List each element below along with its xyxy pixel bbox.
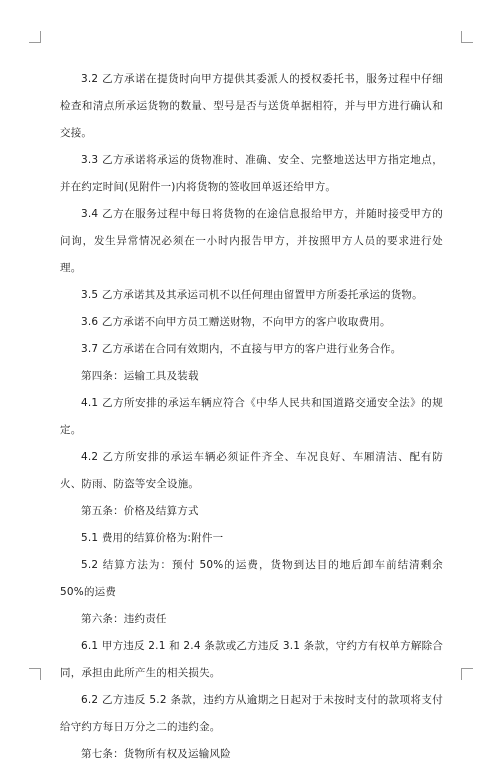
crop-mark-top-left bbox=[29, 31, 41, 43]
crop-mark-top-right bbox=[461, 31, 473, 43]
clause-6-1: 6.1 甲方违反 2.1 和 2.4 条款或乙方违反 3.1 条款，守约方有权单方解除合同，承担由此所产生的相关损失。 bbox=[60, 640, 443, 679]
clause-6-2: 6.2 乙方违反 5.2 条款，违约方从逾期之日起对于未按时支付的款项将支付给守约方每日万分之二的违约金。 bbox=[60, 694, 443, 733]
document-body bbox=[60, 66, 443, 768]
clause-3-3: 3.3 乙方承诺将承运的货物准时、准确、安全、完整地送达甲方指定地点，并在约定时间(见附件一)内将货物的签收回单返还给甲方。 bbox=[60, 154, 443, 193]
clause-3-6: 3.6 乙方承诺不向甲方员工赠送财物，不向甲方的客户收取费用。 bbox=[81, 316, 391, 328]
clause-4-2: 4.2 乙方所安排的承运车辆必须证件齐全、车况良好、车厢清洁、配有防火、防雨、防盗等安全设施。 bbox=[60, 451, 443, 490]
clause-3-4: 3.4 乙方在服务过程中每日将货物的在途信息报给甲方，并随时接受甲方的问询，发生异常情况必须在一小时内报告甲方，并按照甲方人员的要求进行处理。 bbox=[60, 208, 443, 274]
clause-3-7: 3.7 乙方承诺在合同有效期内，不直接与甲方的客户进行业务合作。 bbox=[81, 343, 402, 355]
section-7-heading: 第七条：货物所有权及运输风险 bbox=[81, 748, 231, 760]
clause-3-2: 3.2 乙方承诺在提货时向甲方提供其委派人的授权委托书，服务过程中仔细检查和清点所承运货物的数量、型号是否与送货单据相符，并与甲方进行确认和交接。 bbox=[60, 73, 443, 139]
crop-mark-bottom-left bbox=[29, 668, 41, 680]
clause-5-1: 5.1 费用的结算价格为:附件一 bbox=[81, 532, 224, 544]
section-4-heading: 第四条：运输工具及装载 bbox=[81, 370, 199, 382]
section-6-heading: 第六条：违约责任 bbox=[81, 613, 167, 625]
clause-3-5: 3.5 乙方承诺其及其承运司机不以任何理由留置甲方所委托承运的货物。 bbox=[81, 289, 423, 301]
crop-mark-bottom-right bbox=[461, 668, 473, 680]
clause-4-1: 4.1 乙方所安排的承运车辆应符合《中华人民共和国道路交通安全法》的规定。 bbox=[60, 397, 443, 436]
clause-5-2: 5.2 结算方法为：预付 50%的运费，货物到达目的地后卸车前结清剩余 50%的运费 bbox=[60, 559, 443, 598]
section-5-heading: 第五条：价格及结算方式 bbox=[81, 505, 199, 517]
